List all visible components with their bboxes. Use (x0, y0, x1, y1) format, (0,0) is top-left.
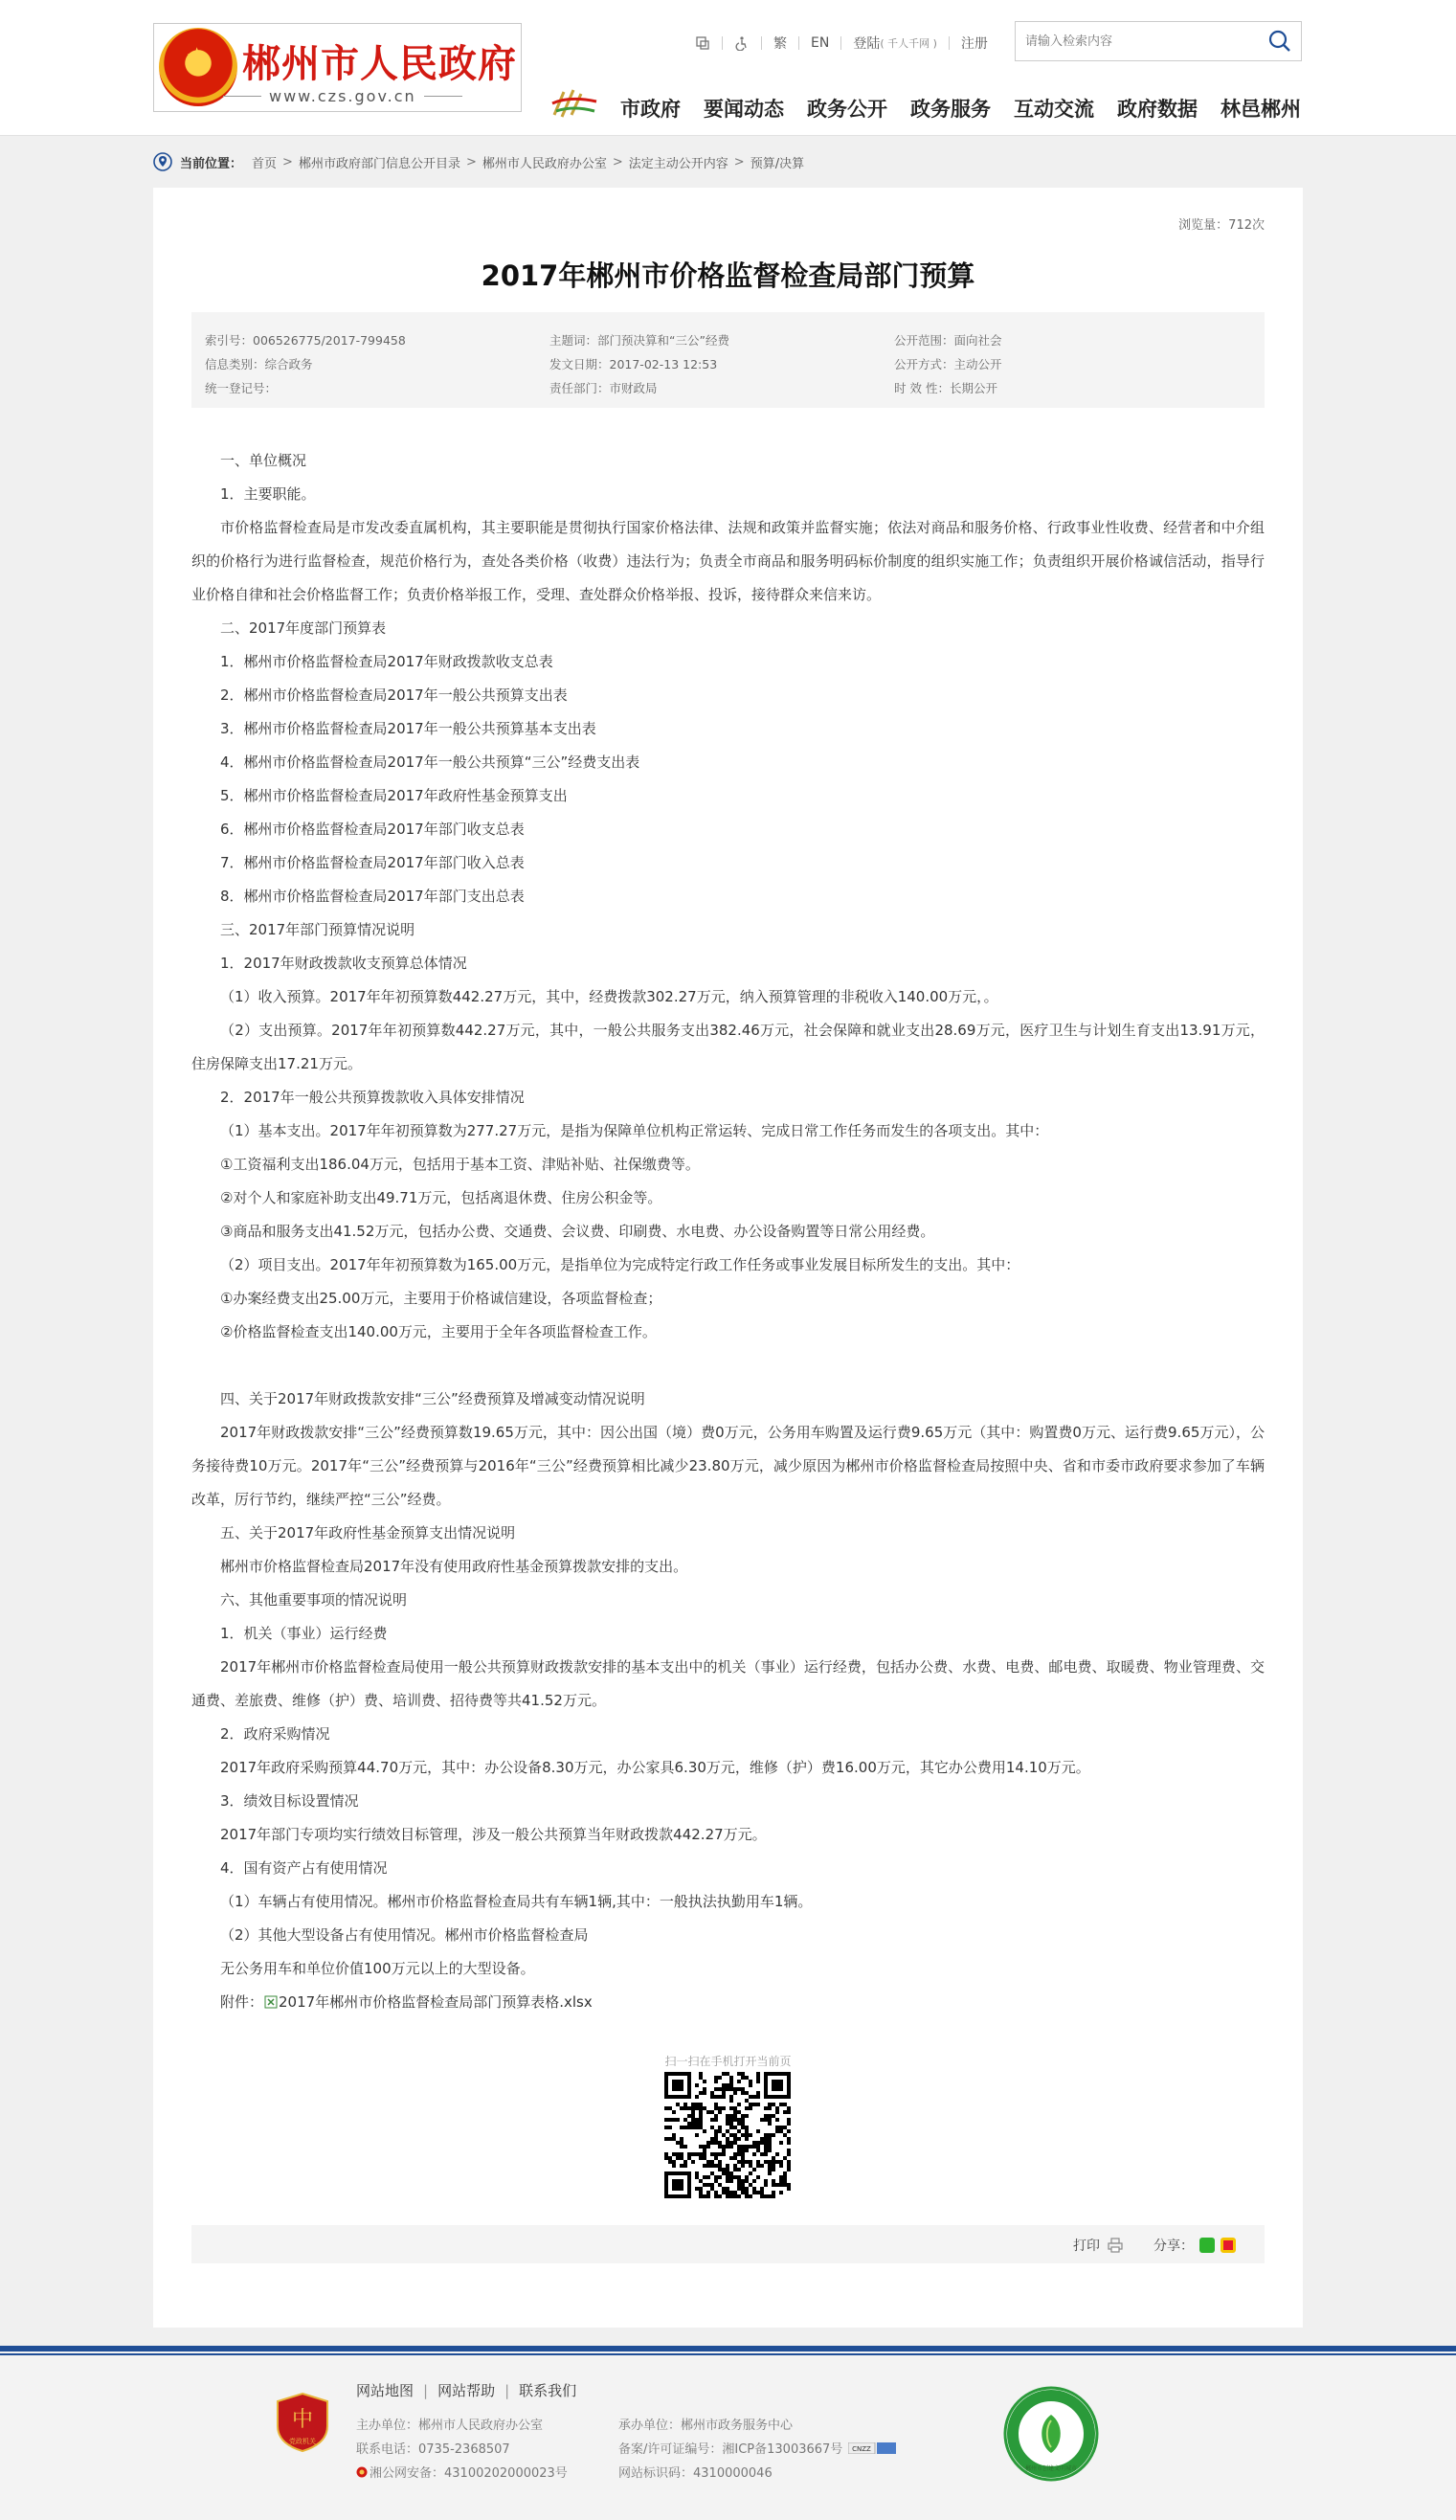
article-paragraph: 2．2017年一般公共预算拨款收入具体安排情况 (220, 1089, 525, 1106)
barrier-free-icon[interactable] (695, 35, 710, 51)
civilization-city-badge-icon[interactable] (1003, 2386, 1099, 2482)
location-icon (153, 152, 172, 171)
search-box (1015, 21, 1302, 61)
article-paragraph: 1．机关（事业）运行经费 (220, 1625, 388, 1642)
svg-text:CNZZ: CNZZ (852, 2445, 872, 2453)
logo-url: www.czs.gov.cn (269, 87, 416, 105)
footer-link-help[interactable]: 网站帮助 (437, 2382, 496, 2399)
nav-decoration-icon (550, 86, 598, 121)
article-paragraph: （1）基本支出。2017年年初预算数为277.27万元，是指为保障单位机构正常运转、完成日常工作任务而发生的各项支出。其中： (220, 1122, 1049, 1139)
footer-link-contact[interactable]: 联系我们 (519, 2382, 577, 2399)
accessibility-icon[interactable] (734, 35, 750, 51)
article-paragraph: 三、2017年部门预算情况说明 (220, 921, 415, 938)
share-group (1154, 2236, 1236, 2255)
meta-validity: 时 效 性：长期公开 (894, 381, 997, 395)
article-paragraph: 6．郴州市价格监督检查局2017年部门收支总表 (220, 821, 525, 838)
breadcrumb-label: 当前位置： (180, 156, 243, 171)
attachment-prefix: 附件： (220, 1993, 264, 2011)
article-meta (191, 312, 1265, 408)
footer-site-code: 网站标识码：4310000046 (618, 2466, 773, 2481)
nav-item-news[interactable]: 要闻动态 (704, 98, 784, 121)
article-paragraph: （2）其他大型设备占有使用情况。郴州市价格监督检查局 (220, 1926, 589, 1944)
logo-title: 郴州市人民政府 (242, 41, 517, 86)
site-logo[interactable] (153, 23, 522, 112)
article-paragraph: （1）车辆占有使用情况。郴州市价格监督检查局共有车辆1辆,其中：一般执法执勤用车1辆。 (220, 1893, 813, 1910)
nav-item-linyi-chenzhou[interactable]: 林邑郴州 (1221, 98, 1301, 121)
breadcrumb-item[interactable]: 首页 (252, 156, 278, 171)
search-icon[interactable] (1268, 30, 1291, 53)
breadcrumb-separator: > (465, 154, 477, 169)
login-note: ( 千人千网 ) (880, 37, 937, 50)
wechat-share-icon[interactable] (1199, 2238, 1215, 2253)
english-link[interactable]: EN (811, 35, 830, 51)
nav-item-services[interactable]: 政务服务 (910, 98, 991, 121)
footer-links: 网站地图 | 网站帮助 | 联系我们 (356, 2381, 577, 2399)
breadcrumb-item[interactable]: 郴州市政府部门信息公开目录 (298, 156, 460, 171)
nav-item-public-affairs[interactable]: 政务公开 (807, 98, 887, 121)
article-paragraph: 2．政府采购情况 (220, 1725, 330, 1743)
article-paragraph: 2．郴州市价格监督检查局2017年一般公共预算支出表 (220, 686, 568, 704)
civ-badge-text: 郴州市创建文明城市 (1024, 2465, 1078, 2472)
svg-text:中: 中 (291, 2408, 314, 2432)
footer-police (356, 2463, 568, 2481)
article-paragraph: 五、关于2017年政府性基金预算支出情况说明 (220, 1524, 516, 1541)
main-nav (620, 94, 1301, 123)
article-paragraph: ①办案经费支出25.00万元，主要用于价格诚信建设，各项监督检查； (220, 1290, 662, 1307)
breadcrumb-separator: > (282, 154, 293, 169)
article-paragraph: 5．郴州市价格监督检查局2017年政府性基金预算支出 (220, 787, 568, 804)
search-input[interactable] (1016, 22, 1245, 60)
article-paragraph: 4．国有资产占有使用情况 (220, 1859, 388, 1877)
meta-date: 发文日期：2017-02-13 12:53 (549, 357, 718, 371)
article-paragraph: ③商品和服务支出41.52万元，包括办公费、交通费、会议费、印刷费、水电费、办公设备购置等日常公用经费。 (220, 1223, 935, 1240)
article-paragraph: 3．绩效目标设置情况 (220, 1792, 359, 1810)
article-paragraph: ①工资福利支出186.04万元，包括用于基本工资、津贴补贴、社保缴费等。 (220, 1156, 700, 1173)
article-paragraph: （2）项目支出。2017年年初预算数为165.00万元，是指单位为完成特定行政工作任务或事业发展目标所发生的支出。其中： (220, 1256, 1020, 1273)
breadcrumb-separator: > (612, 154, 623, 169)
article-paragraph: 1．2017年财政拨款收支预算总体情况 (220, 955, 467, 972)
footer-phone: 联系电话：0735-2368507 (356, 2442, 510, 2457)
traditional-chinese-link[interactable]: 繁 (773, 36, 787, 52)
footer-sponsor: 主办单位：郴州市人民政府办公室 (356, 2419, 544, 2433)
share-bar (191, 2225, 1265, 2263)
breadcrumb-item[interactable]: 法定主动公开内容 (628, 156, 728, 171)
weibo-share-icon[interactable] (1221, 2238, 1236, 2253)
breadcrumb-item[interactable]: 郴州市人民政府办公室 (482, 156, 607, 171)
meta-topic: 主题词：部门预决算和“三公”经费 (549, 333, 729, 348)
login-link[interactable]: 登陆 (853, 36, 881, 52)
cnzz-icon[interactable] (848, 2442, 896, 2454)
breadcrumb-item[interactable]: 预算/决算 (750, 156, 805, 171)
article-paragraph: 2017年郴州市价格监督检查局使用一般公共预算财政拨款安排的基本支出中的机关（事业）运行经费，包括办公费、水费、电费、邮电费、取暖费、物业管理费、交通费、差旅费、维修（护）费、培训费、招待费等共41.52万元。 (191, 1658, 1265, 1709)
badge-text: 党政机关 (289, 2438, 316, 2445)
article-paragraph: 1．郴州市价格监督检查局2017年财政拨款收支总表 (220, 653, 553, 670)
article-paragraph: 郴州市价格监督检查局2017年没有使用政府性基金预算拨款安排的支出。 (220, 1558, 688, 1575)
article-paragraph: 一、单位概况 (220, 452, 307, 469)
national-emblem-icon (159, 28, 237, 106)
print-button[interactable] (1073, 2236, 1123, 2255)
article-paragraph: 2017年政府采购预算44.70万元，其中：办公设备8.30万元，办公家具6.30万元，维修（护）费16.00万元，其它办公费用14.10万元。 (220, 1759, 1090, 1776)
article-paragraph: 市价格监督检查局是市发改委直属机构，其主要职能是贯彻执行国家价格法律、法规和政策并监督实施；依法对商品和服务价格、行政事业性收费、经营者和中介组织的价格行为进行监督检查，规范价格行为，查处各类价格（收费）违法行为；负责全市商品和服务明码标价制度的组织实施工作；负责组织开展价格诚信活动，指导行业价格自律和社会价格监督工作；负责价格举报工作，受理、查处群众价格举报、投诉，接待群众来信来访。 (191, 519, 1265, 603)
article-body (191, 444, 1265, 2019)
article-paragraph: （2）支出预算。2017年年初预算数442.27万元，其中，一般公共服务支出382.46万元，社会保障和就业支出28.69万元，医疗卫生与计划生育支出13.91万元，住房保障支出17.21万元。 (191, 1022, 1265, 1072)
register-link[interactable]: 注册 (960, 36, 988, 52)
party-government-badge-icon[interactable] (276, 2392, 329, 2453)
top-links (695, 34, 988, 53)
article-paragraph: 2017年财政拨款安排“三公”经费预算数19.65万元，其中：因公出国（境）费0万元，公务用车购置及运行费9.65万元（其中：购置费0万元、运行费9.65万元），公务接待费10万元。2017年“三公”经费预算与2016年“三公”经费预算相比减少23.80万元，减少原因为郴州市价格监督检查局按照中央、省和市委市政府要求参加了车辆改革，厉行节约，继续严控“三公”经费。 (191, 1424, 1265, 1508)
footer-organizer: 承办单位：郴州市政务服务中心 (618, 2419, 794, 2433)
breadcrumb (153, 151, 804, 172)
view-count: 浏览量：712次 (1178, 218, 1265, 233)
article-paragraph: 无公务用车和单位价值100万元以上的大型设备。 (220, 1960, 535, 1977)
qr-code-icon (664, 2072, 791, 2198)
footer-icp-text: 备案/许可证编号：湘ICP备13003667号 (618, 2442, 843, 2457)
police-badge-icon (356, 2466, 368, 2478)
meta-reg-no: 统一登记号： (205, 381, 278, 395)
article-paragraph: （1）收入预算。2017年年初预算数442.27万元，其中，经费拨款302.27万元，纳入预算管理的非税收入140.00万元，。 (220, 988, 998, 1005)
print-label: 打印 (1073, 2239, 1100, 2254)
article-paragraph: 四、关于2017年财政拨款安排“三公”经费预算及增减变动情况说明 (220, 1390, 645, 1407)
site-header (0, 0, 1456, 136)
meta-category: 信息类别：综合政务 (205, 357, 313, 371)
footer-police-text: 湘公网安备：43100202000023号 (370, 2466, 568, 2481)
article-paragraph: 4．郴州市价格监督检查局2017年一般公共预算“三公”经费支出表 (220, 754, 640, 771)
site-footer (0, 2346, 1456, 2520)
breadcrumb-separator: > (733, 154, 745, 169)
article-title: 2017年郴州市价格监督检查局部门预算 (481, 259, 975, 292)
article-paragraph: 二、2017年度部门预算表 (220, 619, 387, 637)
meta-scope: 公开范围：面向社会 (894, 333, 1002, 348)
article-paragraph: 3．郴州市价格监督检查局2017年一般公共预算基本支出表 (220, 720, 596, 737)
article-paragraph: 六、其他重要事项的情况说明 (220, 1591, 408, 1609)
nav-item-interaction[interactable]: 互动交流 (1014, 98, 1094, 121)
footer-link-sitemap[interactable]: 网站地图 (356, 2382, 414, 2399)
attachment-line (191, 1986, 1265, 2019)
article-paragraph: 2017年部门专项均实行绩效目标管理，涉及一般公共预算当年财政拨款442.27万元。 (220, 1826, 767, 1843)
attachment-link[interactable]: 2017年郴州市价格监督检查局部门预算表格.xlsx (279, 1993, 593, 2011)
meta-mode: 公开方式：主动公开 (894, 357, 1002, 371)
article-paragraph: 7．郴州市价格监督检查局2017年部门收入总表 (220, 854, 525, 871)
excel-file-icon (264, 1995, 278, 2009)
qr-tip: 扫一扫在手机打开当前页 (664, 2055, 792, 2068)
article-paragraph: ②价格监督检查支出140.00万元，主要用于全年各项监督检查工作。 (220, 1323, 657, 1340)
meta-index-no: 索引号：006526775/2017-799458 (205, 333, 406, 348)
footer-icp (618, 2439, 896, 2457)
share-label: 分享： (1154, 2239, 1194, 2254)
nav-item-city-government[interactable]: 市政府 (620, 98, 681, 121)
article-paragraph: 1．主要职能。 (220, 485, 316, 503)
printer-icon (1108, 2238, 1123, 2253)
article-paragraph: 8．郴州市价格监督检查局2017年部门支出总表 (220, 888, 525, 905)
meta-dept: 责任部门：市财政局 (549, 381, 658, 395)
article-paragraph (191, 1349, 1265, 1383)
nav-item-data[interactable]: 政府数据 (1117, 98, 1198, 121)
article-paragraph: ②对个人和家庭补助支出49.71万元，包括离退休费、住房公积金等。 (220, 1189, 662, 1206)
article-card (153, 188, 1303, 2328)
